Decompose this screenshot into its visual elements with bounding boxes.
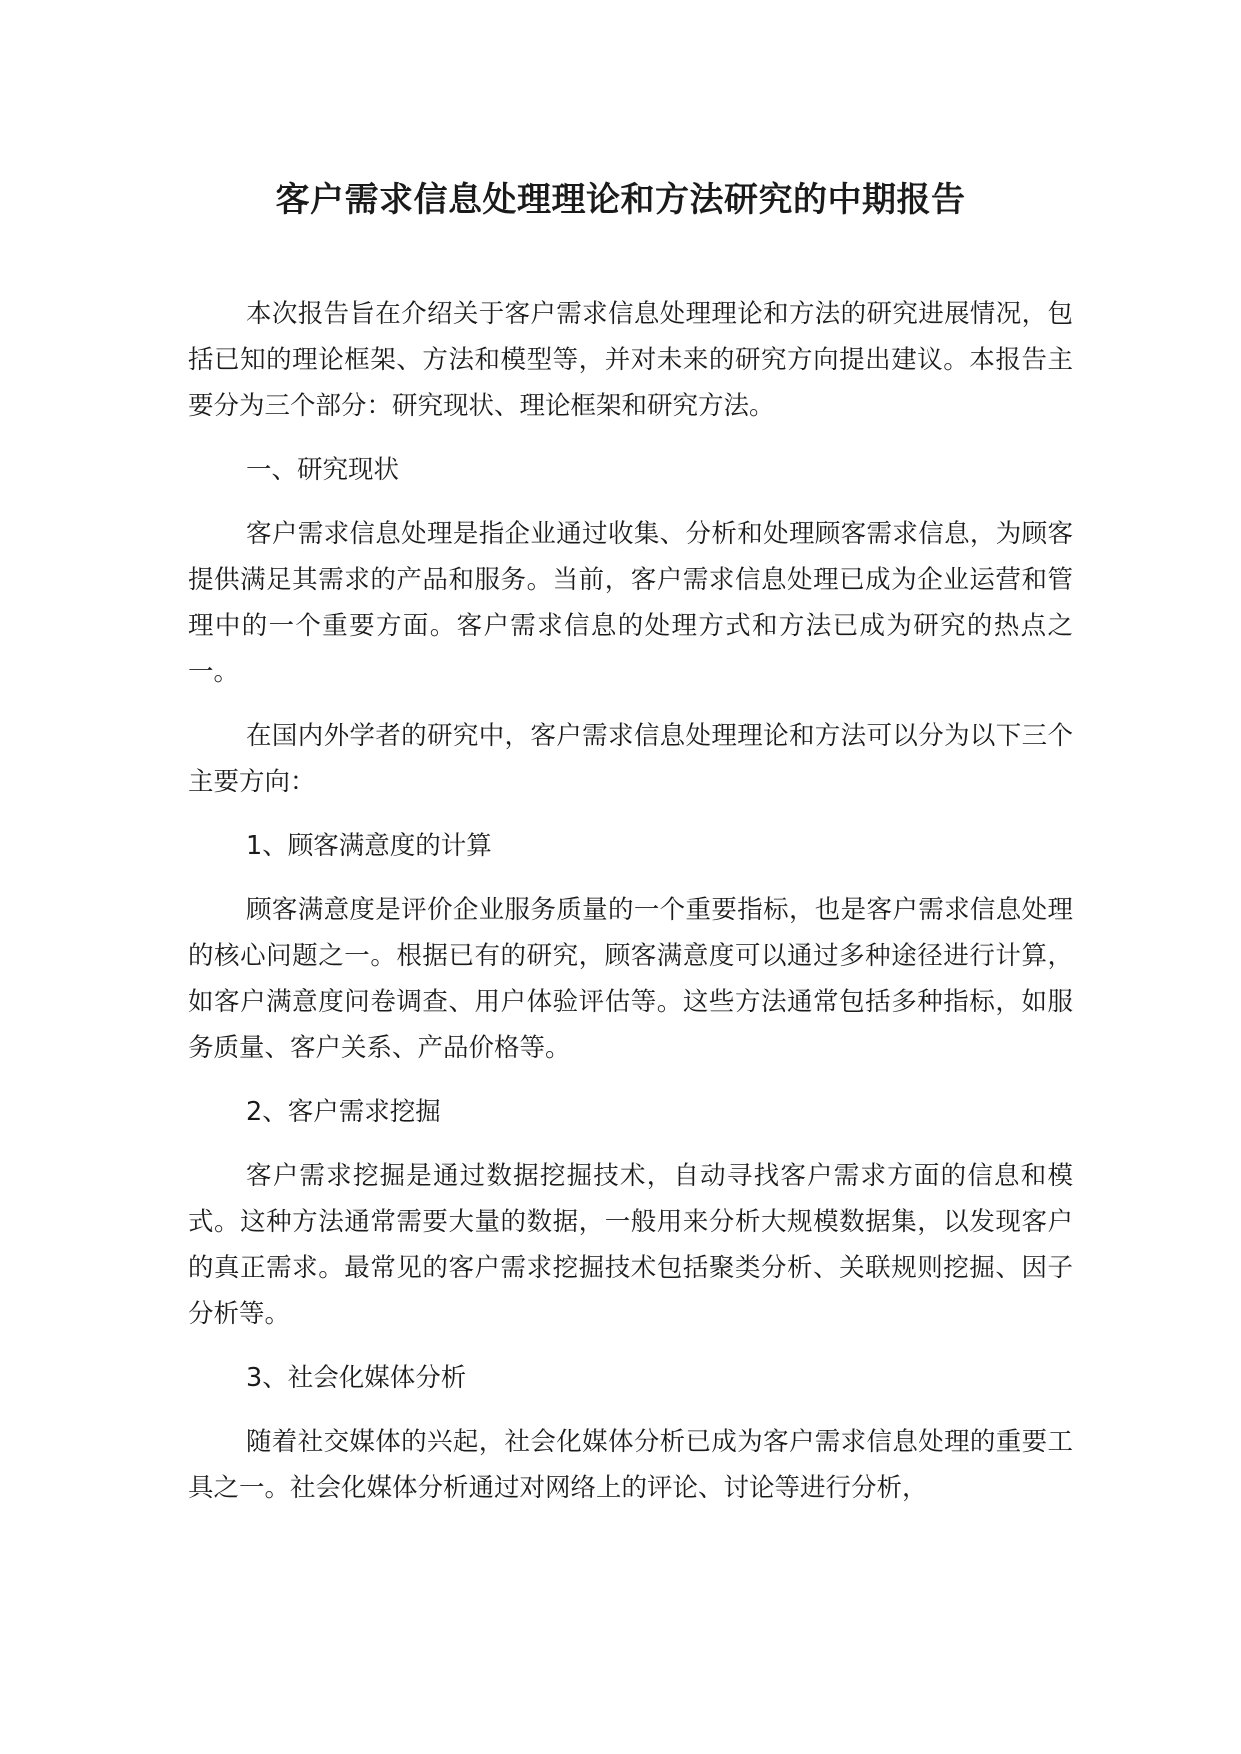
paragraph-definition: 客户需求信息处理是指企业通过收集、分析和处理顾客需求信息，为顾客提供满足其需求的产品和服务。当前，客户需求信息处理已成为企业运营和管理中的一个重要方面。客户需求信息的处理方式和方法已成为研究的热点之一。 [188, 519, 1073, 687]
paragraph-demand-mining: 客户需求挖掘是通过数据挖掘技术，自动寻找客户需求方面的信息和模式。这种方法通常需要大量的数据，一般用来分析大规模数据集，以发现客户的真正需求。最常见的客户需求挖掘技术包括聚类分析、关联规则挖掘、因子分析等。 [188, 1161, 1073, 1329]
subheading-social-media: 3、社会化媒体分析 [246, 1363, 467, 1393]
document-body [188, 291, 1073, 1529]
subheading-satisfaction: 1、顾客满意度的计算 [246, 831, 492, 861]
paragraph-directions: 在国内外学者的研究中，客户需求信息处理理论和方法可以分为以下三个主要方向： [188, 721, 1073, 797]
paragraph-social-media: 随着社交媒体的兴起，社会化媒体分析已成为客户需求信息处理的重要工具之一。社会化媒体分析通过对网络上的评论、讨论等进行分析， [188, 1427, 1073, 1503]
paragraph-satisfaction: 顾客满意度是评价企业服务质量的一个重要指标，也是客户需求信息处理的核心问题之一。根据已有的研究，顾客满意度可以通过多种途径进行计算，如客户满意度问卷调查、用户体验评估等。这些方法通常包括多种指标，如服务质量、客户关系、产品价格等。 [188, 895, 1073, 1063]
subheading-demand-mining: 2、客户需求挖掘 [246, 1097, 441, 1127]
document-title: 客户需求信息处理理论和方法研究的中期报告 [275, 180, 966, 220]
paragraph-intro: 本次报告旨在介绍关于客户需求信息处理理论和方法的研究进展情况，包括已知的理论框架、方法和模型等，并对未来的研究方向提出建议。本报告主要分为三个部分：研究现状、理论框架和研究方法。 [188, 299, 1073, 421]
section-heading-research-status: 一、研究现状 [246, 455, 400, 485]
